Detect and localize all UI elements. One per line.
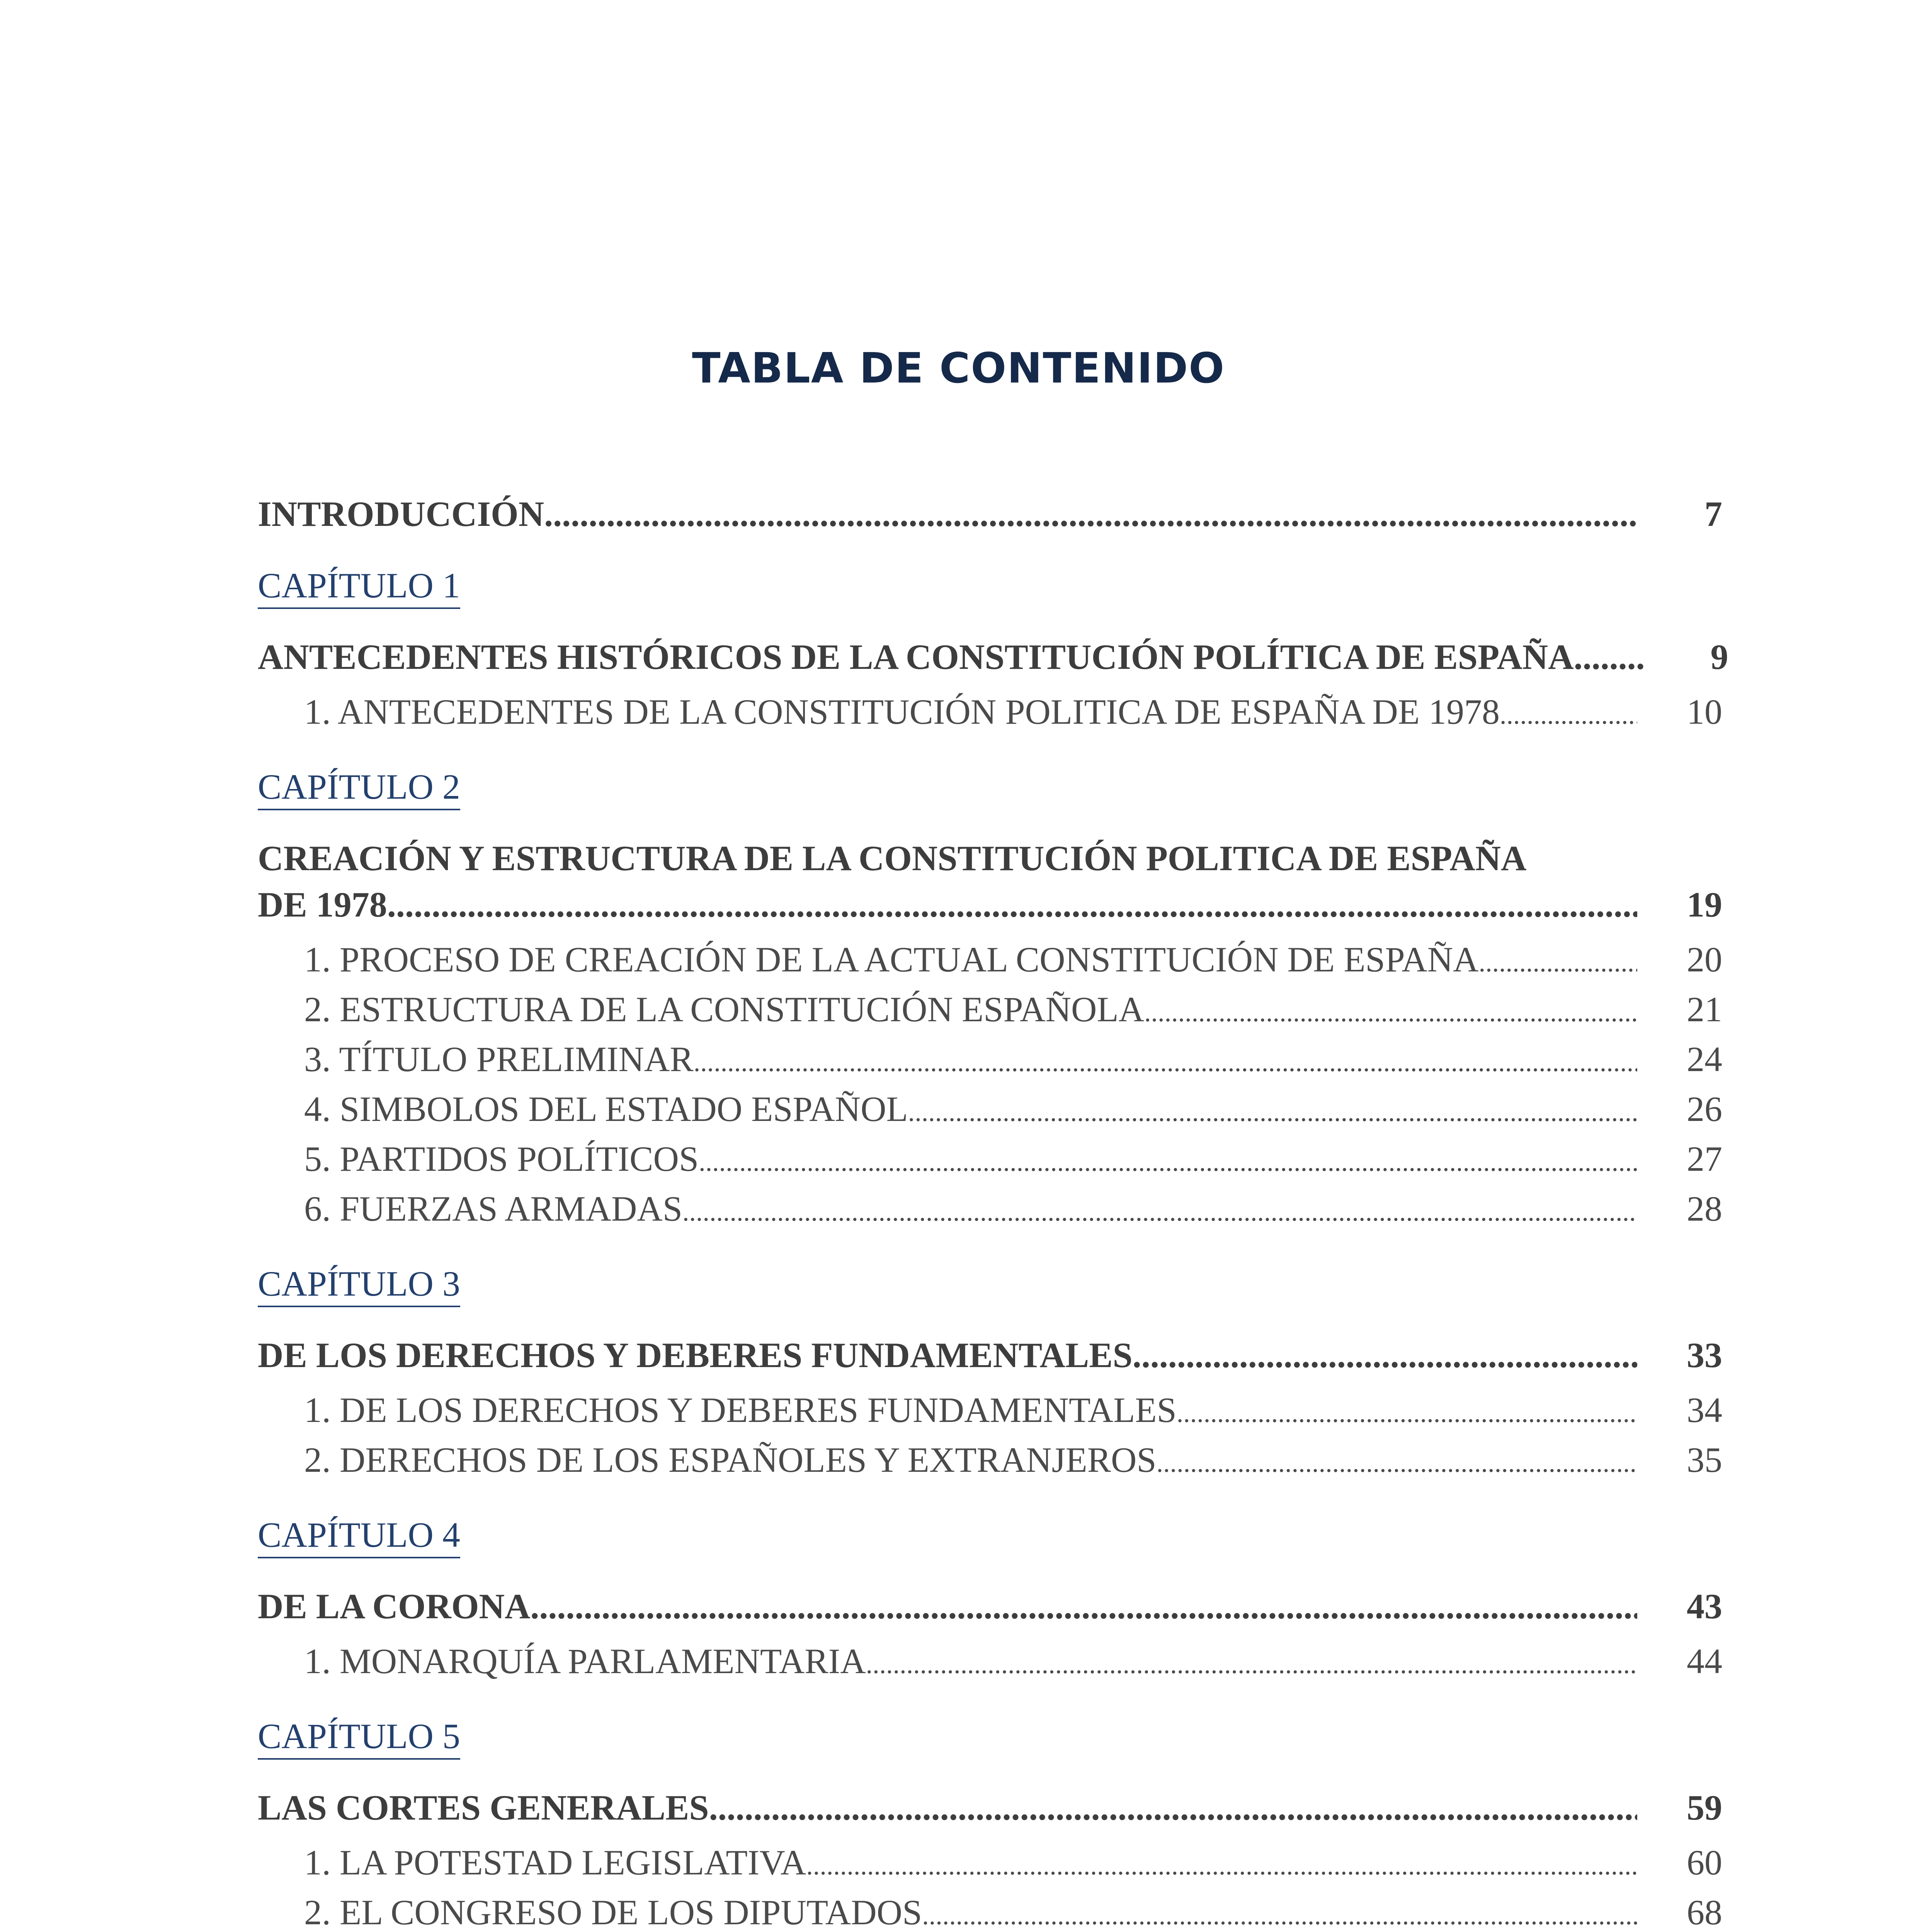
page-title: TABLA DE CONTENIDO (692, 344, 1225, 393)
leader-dots (922, 1889, 1637, 1932)
toc-entry-label: 1. MONARQUÍA PARLAMENTARIA (304, 1641, 866, 1681)
toc-entry-section[interactable] (258, 986, 1722, 1036)
chapter-heading[interactable]: CAPÍTULO 4 (258, 1514, 460, 1558)
toc-entry-section[interactable] (258, 689, 1722, 738)
toc-page-number: 26 (1687, 1089, 1722, 1129)
toc-page-number: 27 (1687, 1139, 1722, 1179)
chapter-heading[interactable]: CAPÍTULO 1 (258, 564, 460, 609)
toc-page-number: 44 (1687, 1641, 1722, 1681)
chapter-heading[interactable]: CAPÍTULO 3 (258, 1262, 460, 1307)
toc-page-number: 68 (1687, 1893, 1722, 1932)
toc-entry-section[interactable] (258, 1839, 1722, 1889)
section-list (258, 1638, 1722, 1688)
section-list (258, 689, 1722, 738)
section-list (258, 936, 1722, 1235)
toc-page-number: 24 (1687, 1039, 1722, 1079)
toc-entry-label: 2. EL CONGRESO DE LOS DIPUTADOS (304, 1893, 922, 1932)
toc-entry-section[interactable] (258, 1036, 1722, 1086)
toc-page-number: 21 (1687, 990, 1722, 1029)
leader-dots (544, 491, 1637, 537)
leader-dots (1574, 634, 1643, 680)
toc-entry-label: INTRODUCCIÓN (258, 494, 544, 534)
toc-entry-label: 1. PROCESO DE CREACIÓN DE LA ACTUAL CONSTITUCIÓN DE ESPAÑA (304, 940, 1479, 979)
leader-dots (1479, 936, 1637, 986)
toc-entry-section[interactable] (258, 1086, 1722, 1136)
toc-page-number: 59 (1687, 1788, 1722, 1827)
chapter-heading-wrap (258, 564, 1722, 630)
leader-dots (709, 1784, 1637, 1831)
toc-entry-section[interactable] (258, 1387, 1722, 1437)
toc-entry-chapter-title[interactable] (258, 634, 1728, 680)
toc-page-number: 43 (1687, 1587, 1722, 1626)
leader-dots (682, 1185, 1637, 1235)
toc-page-number: 7 (1704, 494, 1722, 534)
leader-dots (806, 1839, 1637, 1889)
leader-dots (530, 1583, 1637, 1629)
leader-dots (1500, 689, 1637, 738)
toc-entry-label: 1. DE LOS DERECHOS Y DEBERES FUNDAMENTALES (304, 1390, 1177, 1430)
chapter-heading-wrap (258, 1514, 1722, 1579)
toc-entry-section[interactable] (258, 1136, 1722, 1185)
toc-entry-chapter-title-line1[interactable]: CREACIÓN Y ESTRUCTURA DE LA CONSTITUCIÓN POLITICA DE ESPAÑA (258, 838, 1527, 878)
toc-entry-label: 1. ANTECEDENTES DE LA CONSTITUCIÓN POLITICA DE ESPAÑA DE 1978 (304, 692, 1500, 731)
section-list (258, 1839, 1722, 1932)
toc-entry-label: 3. TÍTULO PRELIMINAR (304, 1039, 694, 1079)
toc-entry-label: ANTECEDENTES HISTÓRICOS DE LA CONSTITUCIÓN POLÍTICA DE ESPAÑA (258, 637, 1574, 677)
toc-entry-label: 4. SIMBOLOS DEL ESTADO ESPAÑOL (304, 1089, 908, 1129)
toc-entry-chapter-title[interactable] (258, 881, 1722, 928)
toc-entry-section[interactable] (258, 1889, 1722, 1932)
toc-page-number: 28 (1687, 1189, 1722, 1228)
toc-entry-chapter-title[interactable] (258, 1583, 1722, 1629)
toc-page-number: 19 (1687, 885, 1722, 924)
leader-dots (1177, 1387, 1637, 1437)
toc-page-number: 35 (1687, 1440, 1722, 1480)
toc-page-number: 10 (1687, 692, 1722, 731)
toc-entry-label: 2. DERECHOS DE LOS ESPAÑOLES Y EXTRANJEROS (304, 1440, 1157, 1480)
toc-entry-label: 6. FUERZAS ARMADAS (304, 1189, 682, 1228)
section-list (258, 1387, 1722, 1486)
table-of-contents (258, 491, 1728, 1932)
leader-dots (1133, 1332, 1637, 1378)
toc-entry-section[interactable] (258, 936, 1722, 986)
leader-dots (1157, 1437, 1637, 1486)
leader-dots (387, 881, 1637, 928)
toc-page-number: 34 (1687, 1390, 1722, 1430)
toc-entry-chapter-title[interactable] (258, 1332, 1722, 1378)
toc-entry-chapter-title[interactable] (258, 1784, 1722, 1831)
leader-dots (694, 1036, 1637, 1086)
toc-entry-section[interactable] (258, 1437, 1722, 1486)
leader-dots (699, 1136, 1637, 1185)
leader-dots (908, 1086, 1637, 1136)
chapter-heading[interactable]: CAPÍTULO 2 (258, 765, 460, 810)
toc-entry-section[interactable] (258, 1638, 1722, 1688)
leader-dots (1144, 986, 1637, 1036)
toc-page-number: 9 (1710, 637, 1728, 677)
toc-page-number: 20 (1687, 940, 1722, 979)
chapter-heading[interactable]: CAPÍTULO 5 (258, 1715, 460, 1760)
chapter-heading-wrap (258, 1715, 1722, 1781)
toc-entry-introduction[interactable] (258, 491, 1722, 537)
toc-page-number: 60 (1687, 1843, 1722, 1882)
toc-entry-label: 1. LA POTESTAD LEGISLATIVA (304, 1843, 806, 1882)
toc-entry-label: 5. PARTIDOS POLÍTICOS (304, 1139, 699, 1179)
toc-entry-label: 2. ESTRUCTURA DE LA CONSTITUCIÓN ESPAÑOLA (304, 990, 1145, 1029)
chapter-heading-wrap (258, 765, 1722, 831)
chapter-heading-wrap (258, 1262, 1722, 1328)
toc-page-number: 33 (1687, 1335, 1722, 1375)
toc-entry-label: DE LOS DERECHOS Y DEBERES FUNDAMENTALES (258, 1335, 1133, 1375)
leader-dots (866, 1638, 1637, 1688)
toc-entry-label: DE LA CORONA (258, 1587, 531, 1626)
toc-entry-section[interactable] (258, 1185, 1722, 1235)
toc-entry-label: DE 1978 (258, 885, 387, 924)
toc-entry-label: LAS CORTES GENERALES (258, 1788, 709, 1827)
